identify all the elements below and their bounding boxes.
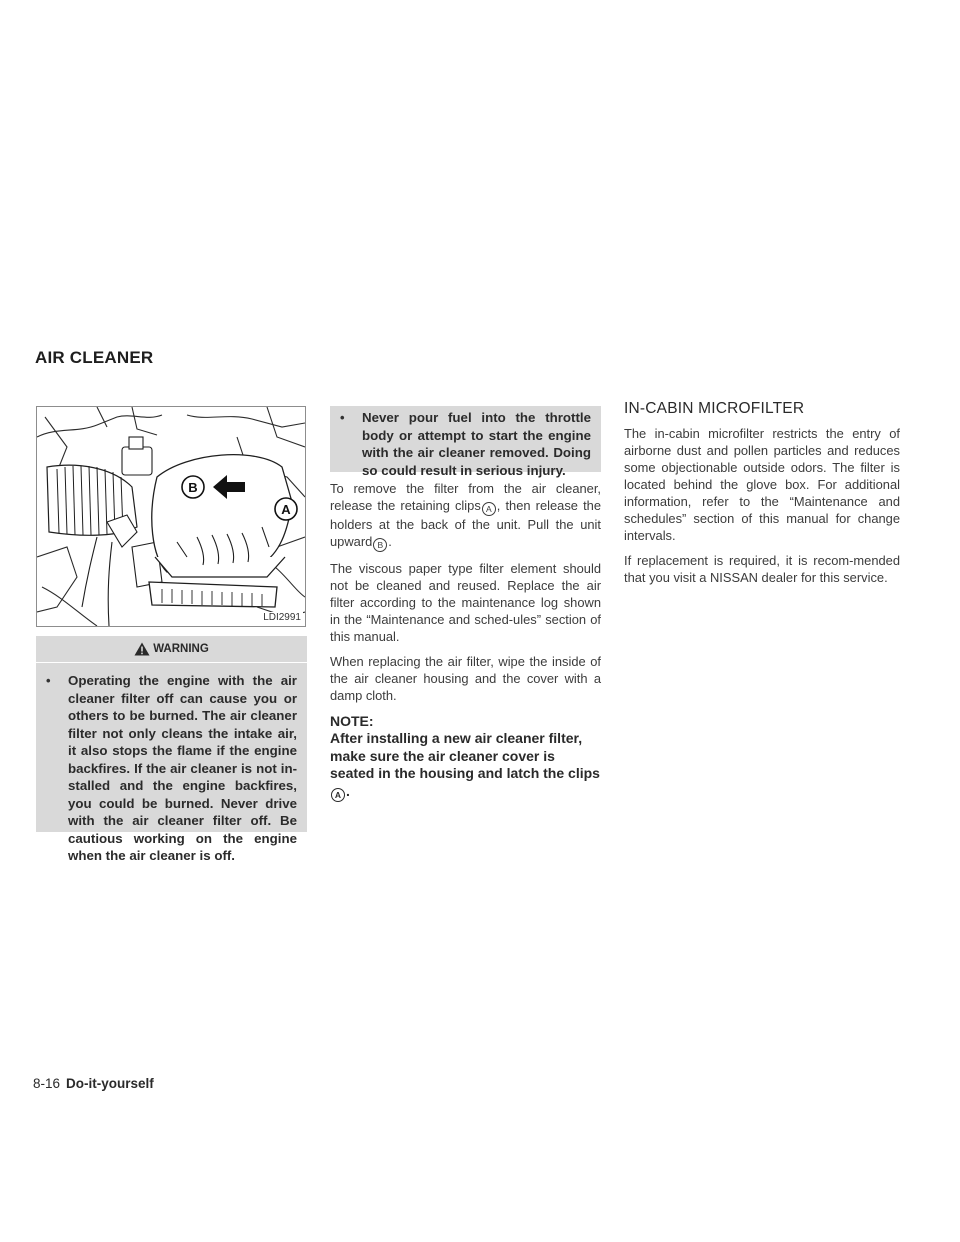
page-footer (33, 1076, 154, 1091)
text: After installing a new air cleaner filter, make sure the air cleaner cover is seated in the housing and latch the clips (330, 730, 600, 781)
marker-a: A (331, 788, 345, 802)
chapter-title: Do-it-yourself (66, 1076, 154, 1091)
figure-code: LDI2991 (263, 612, 301, 623)
subsection-heading: IN-CABIN MICROFILTER (624, 400, 805, 417)
bullet: • (46, 673, 51, 688)
paragraph-remove-filter (330, 480, 601, 552)
warning-icon (134, 642, 150, 656)
section-title: AIR CLEANER (35, 348, 154, 367)
bullet: • (340, 410, 345, 425)
note-label: NOTE: (330, 713, 374, 729)
warning-heading-label: WARNING (153, 643, 209, 655)
air-cleaner-figure (36, 406, 306, 627)
warning-box (36, 636, 307, 863)
marker-b: B (373, 538, 387, 552)
warning-text: Never pour fuel into the throttle body or attempt to start the engine with the air cleaner removed. Doing so could result in serious injury. (362, 410, 591, 478)
microfilter-section (624, 399, 900, 594)
warning-item (46, 672, 297, 865)
paragraph-filter-element: The viscous paper type filter element should not be cleaned and reused. Replace the air filter according to the maintenance log shown in the “Maintenance and sched-ules” section of this manual. (330, 561, 601, 644)
marker-a: A (482, 502, 496, 516)
page-number: 8-16 (33, 1076, 61, 1091)
warning-item (340, 409, 591, 479)
text: . (388, 534, 392, 549)
text: . (346, 782, 350, 799)
warning-heading (36, 636, 307, 663)
paragraph-wipe: When replacing the air filter, wipe the inside of the air cleaner housing and the cover with a damp cloth. (330, 654, 601, 703)
callout-a (275, 498, 297, 520)
svg-text:B: B (188, 480, 198, 495)
warning-box-continued (330, 406, 601, 478)
paragraph-microfilter: The in-cabin microfilter restricts the entry of airborne dust and pollen particles and reduces some objectionable outside odors. The filter is located behind the glove box. For additional information, refer to the “Maintenance and schedules” section of this manual for change intervals. (624, 426, 900, 543)
text: , then release the holders at the back of the unit. Pull the unit upward (330, 498, 601, 549)
warning-text: Operating the engine with the air cleaner filter off can cause you or others to be burned. The air cleaner filter not only cleans the intake air, it also stops the flame if the engine backfires. If the air cleaner is not in-stalled and the engine backfires, you could be burned. Never drive with the air cleaner filter off. Be cautious working on the engine when the air cleaner is off. (68, 673, 297, 863)
callout-b (182, 476, 204, 498)
paragraph-replacement: If replacement is required, it is recom-mended that you visit a NISSAN dealer for this service. (624, 553, 900, 585)
note-text (330, 730, 601, 802)
body-column (330, 480, 601, 802)
engine-illustration (37, 407, 305, 626)
svg-text:A: A (281, 502, 291, 517)
text: To remove the filter from the air cleaner, release the retaining clips (330, 481, 601, 513)
